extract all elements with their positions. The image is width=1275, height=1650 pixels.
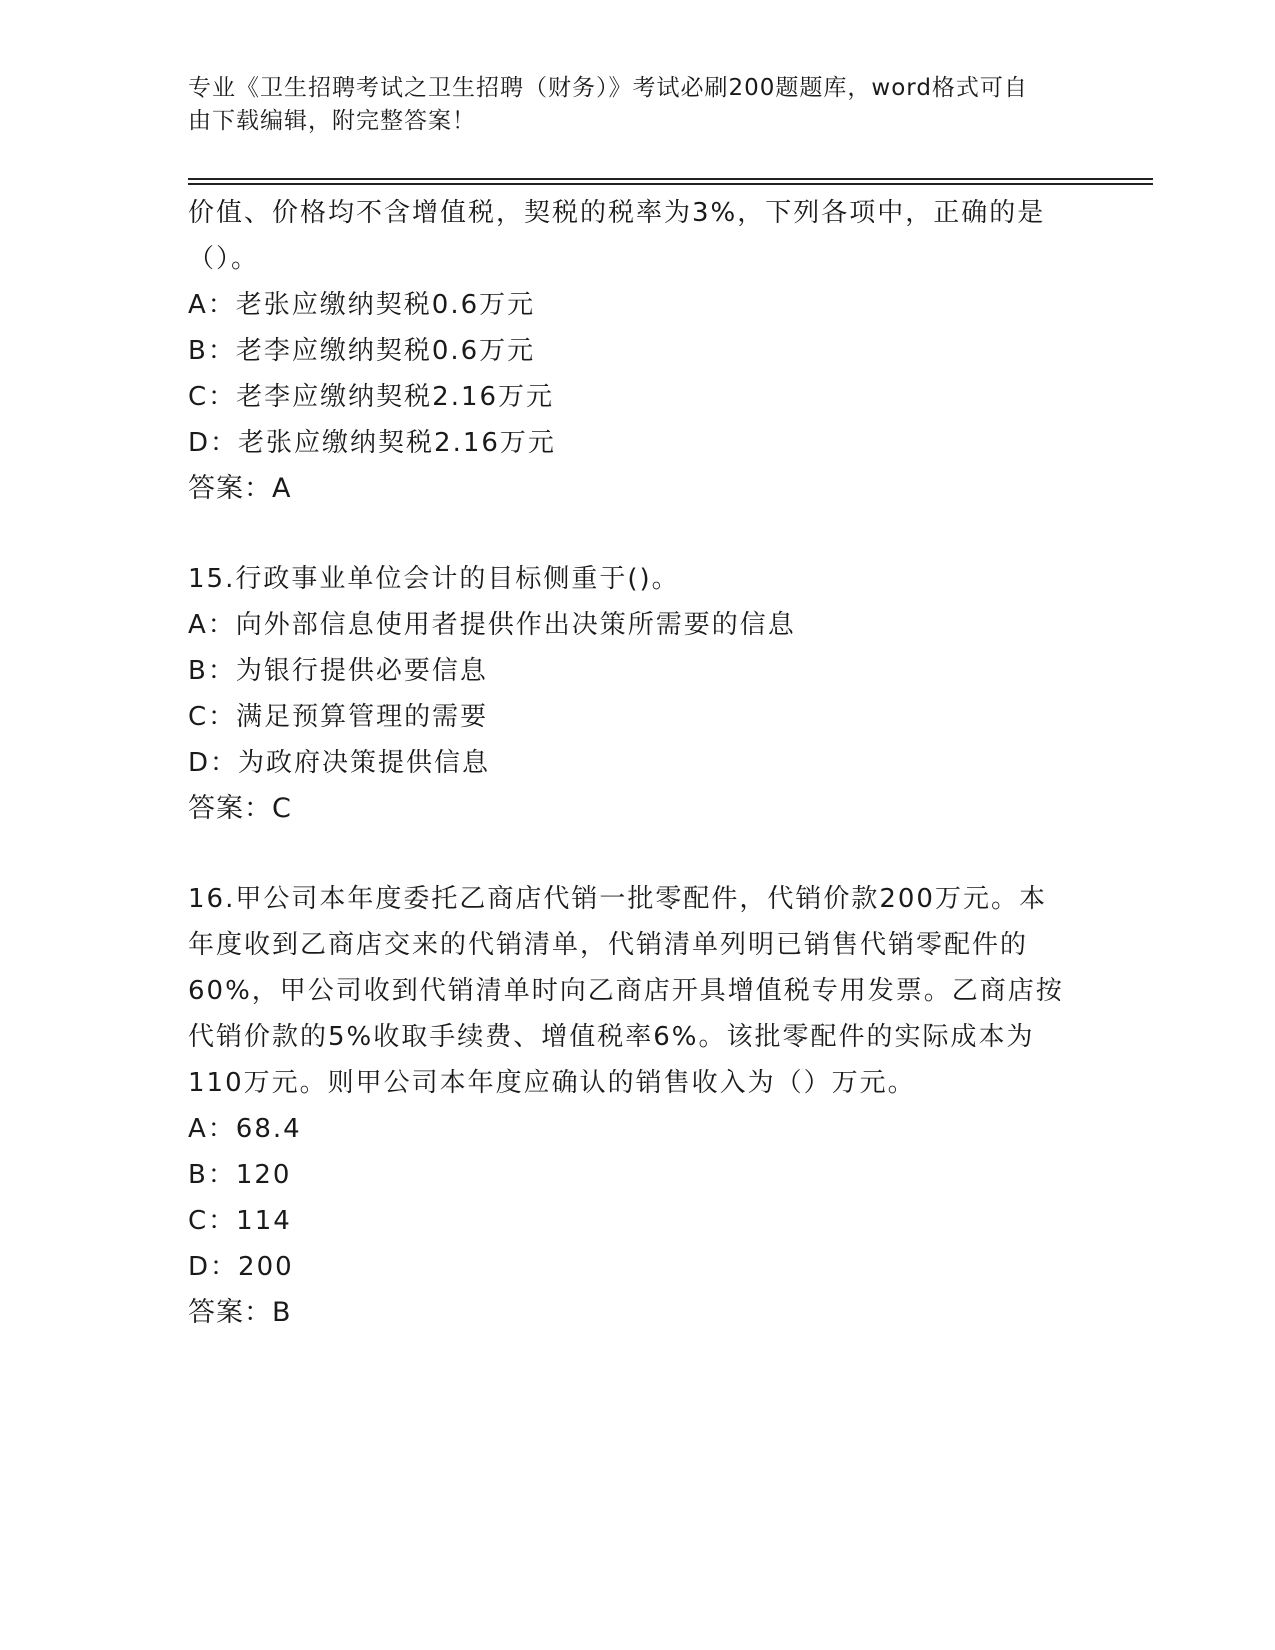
question-stem-line: （）。 [188, 244, 260, 274]
spacer [188, 832, 1088, 876]
option-a: A：老张应缴纳契税0.6万元 [188, 290, 536, 320]
option-b: B：为银行提供必要信息 [188, 656, 488, 686]
document-header [188, 72, 1068, 138]
question-stem-line: 16.甲公司本年度委托乙商店代销一批零配件，代销价款200万元。本 [188, 884, 1047, 914]
question-stem-line: 年度收到乙商店交来的代销清单，代销清单列明已销售代销零配件的 [188, 930, 1029, 960]
header-divider-bottom [188, 183, 1153, 185]
option-d: D：200 [188, 1252, 294, 1282]
header-line-1: 专业《卫生招聘考试之卫生招聘（财务）》考试必刷200题题库，word格式可自 [188, 75, 1028, 101]
option-b: B：老李应缴纳契税0.6万元 [188, 336, 536, 366]
question-14 [188, 190, 1088, 512]
option-c: C：满足预算管理的需要 [188, 702, 489, 732]
question-16 [188, 876, 1088, 1336]
option-a: A：向外部信息使用者提供作出决策所需要的信息 [188, 610, 796, 640]
option-d: D：老张应缴纳契税2.16万元 [188, 428, 556, 458]
question-stem-line: 代销价款的5%收取手续费、增值税率6%。该批零配件的实际成本为 [188, 1022, 1035, 1052]
header-line-2: 由下载编辑，附完整答案！ [188, 108, 476, 134]
question-stem-line: 15.行政事业单位会计的目标侧重于()。 [188, 564, 680, 594]
spacer [188, 512, 1088, 556]
question-15 [188, 556, 1088, 832]
option-c: C：114 [188, 1206, 292, 1236]
question-stem-line: 价值、价格均不含增值税，契税的税率为3%，下列各项中，正确的是 [188, 198, 1046, 228]
option-c: C：老李应缴纳契税2.16万元 [188, 382, 555, 412]
header-divider-top [188, 178, 1153, 180]
answer-line: 答案：A [188, 473, 292, 504]
option-b: B：120 [188, 1160, 292, 1190]
answer-line: 答案：B [188, 1297, 292, 1328]
document-body [188, 190, 1088, 1336]
answer-line: 答案：C [188, 793, 292, 824]
option-d: D：为政府决策提供信息 [188, 748, 491, 778]
question-stem-line: 110万元。则甲公司本年度应确认的销售收入为（）万元。 [188, 1068, 916, 1098]
question-stem-line: 60%，甲公司收到代销清单时向乙商店开具增值税专用发票。乙商店按 [188, 976, 1064, 1006]
option-a: A：68.4 [188, 1114, 302, 1144]
